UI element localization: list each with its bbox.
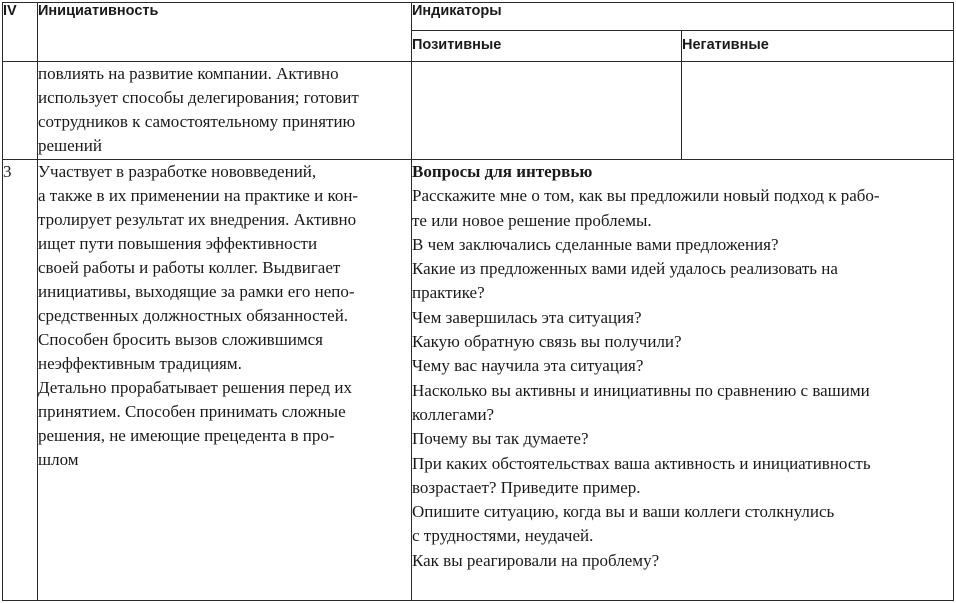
level-3-row [3,160,954,601]
continuation-row [3,62,954,160]
question-line: Какую обратную связь вы получили? [412,332,682,352]
question-line: те или новое решение проблемы. [412,210,652,230]
continuation-line: решений [38,136,102,155]
question-line: Чему вас научила эта ситуация? [412,356,644,376]
section-number-header: IV [3,3,38,62]
continuation-negative-cell [682,62,954,160]
description-line: своей работы и работы коллег. Выдвигает [38,258,341,277]
header-row [3,3,954,31]
description-line: неэффективным традициям. [38,354,242,373]
description-line: принятием. Способен принимать сложные [38,402,346,421]
level-3-description [38,160,412,601]
question-line: Какие из предложенных вами идей удалось реализовать на [412,259,838,279]
competency-header: Инициативность [38,3,412,62]
competency-table [2,2,954,601]
continuation-line: сотрудников к самостоятельному принятию [38,112,356,131]
description-line: Детально прорабатывает решения перед их [38,378,352,397]
question-line: Насколько вы активны и инициативны по сравнению с вашими [412,380,870,400]
indicators-header: Индикаторы [412,3,954,31]
continuation-line: использует способы делегирования; готовит [38,88,359,107]
question-line: Расскажите мне о том, как вы предложили новый подход к рабо- [412,186,880,206]
description-line: шлом [38,450,79,469]
question-line: При каких обстоятельствах ваша активность и инициативность [412,453,871,473]
continuation-number-cell [3,62,38,160]
description-line: средственных должностных обязанностей. [38,306,349,325]
negative-header: Негативные [682,31,954,62]
description-line: решения, не имеющие прецедента в про- [38,426,335,445]
question-line: практике? [412,283,485,303]
continuation-line: повлиять на развитие компании. Активно [38,64,339,83]
level-number: 3 [3,160,38,601]
continuation-positive-cell [412,62,682,160]
positive-header: Позитивные [412,31,682,62]
question-line: В чем заключались сделанные вами предложения? [412,234,779,254]
interview-questions [412,160,954,601]
question-line: Почему вы так думаете? [412,429,589,449]
description-line: а также в их применении на практике и кон- [38,186,359,205]
questions-title: Вопросы для интервью [412,162,593,181]
continuation-text [38,62,412,160]
description-line: тролирует результат их внедрения. Активно [38,210,357,229]
description-line: инициативы, выходящие за рамки его непо- [38,282,355,301]
question-line: Опишите ситуацию, когда вы и ваши коллеги столкнулись [412,502,835,522]
question-line: коллегами? [412,404,495,424]
question-line: Чем завершилась эта ситуация? [412,307,642,327]
description-line: ищет пути повышения эффективности [38,234,318,253]
description-line: Способен бросить вызов сложившимся [38,330,323,349]
question-line: с трудностями, неудачей. [412,526,594,546]
description-line: Участвует в разработке нововведений, [38,162,317,181]
question-line: возрастает? Приведите пример. [412,477,641,497]
question-line: Как вы реагировали на проблему? [412,550,660,570]
